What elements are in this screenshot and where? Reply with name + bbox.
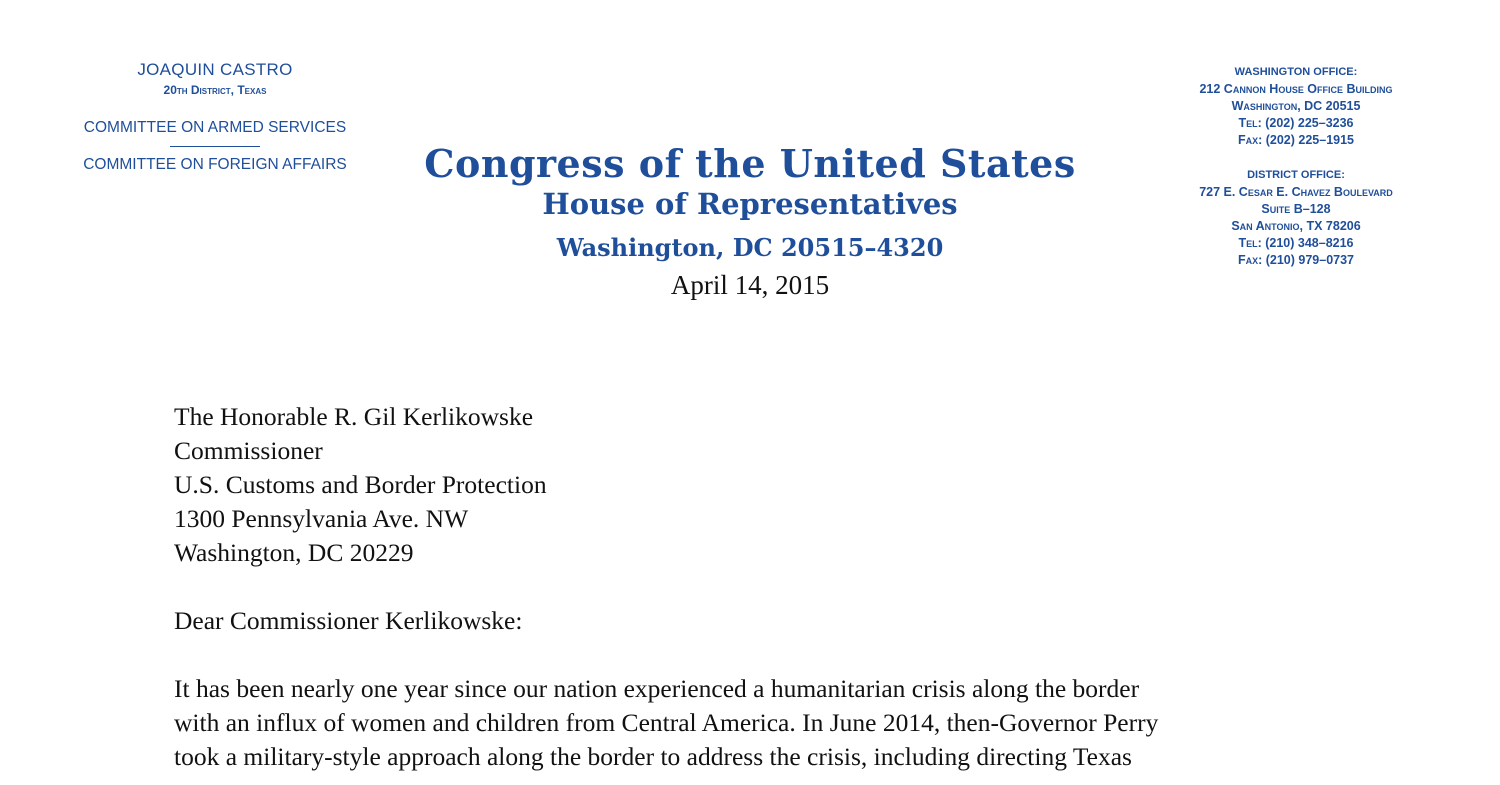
house-address: Washington, DC 20515–4320 xyxy=(556,233,944,263)
recipient-line: The Honorable R. Gil Kerlikowske xyxy=(174,402,534,431)
office-gap xyxy=(1160,149,1432,167)
district-office-fax: Fax: (210) 979–0737 xyxy=(1237,253,1355,267)
body-line: with an influx of women and children from Central America. In June 2014, then-Governor Perry xyxy=(174,708,1159,737)
recipient-line: 1300 Pennsylvania Ave. NW xyxy=(174,504,469,533)
body-line: took a military-style approach along the border to address the crisis, including directing Texas xyxy=(174,742,1132,771)
committee-foreign-affairs: COMMITTEE ON FOREIGN AFFAIRS xyxy=(83,156,347,173)
body-line: It has been nearly one year since our nation experienced a humanitarian crisis along the border xyxy=(174,674,1140,703)
member-district: 20th District, Texas xyxy=(163,83,267,97)
washington-office-heading: WASHINGTON OFFICE: xyxy=(1234,66,1358,78)
letterhead xyxy=(400,140,1100,301)
congress-title: Congress of the United States xyxy=(424,141,1076,186)
district-office-line1: 727 E. Cesar E. Chavez Boulevard xyxy=(1199,185,1393,199)
washington-office-line1: 212 Cannon House Office Building xyxy=(1199,82,1393,96)
sender-block xyxy=(60,60,370,174)
washington-office-fax: Fax: (202) 225–1915 xyxy=(1237,133,1355,147)
district-office-line3: San Antonio, TX 78206 xyxy=(1231,219,1361,233)
recipient-line: U.S. Customs and Border Protection xyxy=(174,470,547,499)
district-office-heading: DISTRICT OFFICE: xyxy=(1247,169,1345,181)
salutation: Dear Commissioner Kerlikowske: xyxy=(174,606,523,635)
body-paragraph xyxy=(174,672,1354,774)
recipient-line: Washington, DC 20229 xyxy=(174,538,414,567)
district-office-tel: Tel: (210) 348–8216 xyxy=(1238,236,1354,250)
committee-armed-services: COMMITTEE ON ARMED SERVICES xyxy=(83,119,347,136)
letter-body xyxy=(174,400,1354,774)
washington-office-tel: Tel: (202) 225–3236 xyxy=(1238,116,1354,130)
house-title: House of Representatives xyxy=(542,186,958,221)
committee-divider xyxy=(170,146,260,147)
member-name: JOAQUIN CASTRO xyxy=(137,60,293,79)
district-office-line2: Suite B–128 xyxy=(1261,202,1331,216)
recipient-address xyxy=(174,400,1354,570)
office-block xyxy=(1160,64,1432,269)
letter-date: April 14, 2015 xyxy=(670,270,830,301)
recipient-line: Commissioner xyxy=(174,436,323,465)
washington-office-line2: Washington, DC 20515 xyxy=(1231,99,1361,113)
